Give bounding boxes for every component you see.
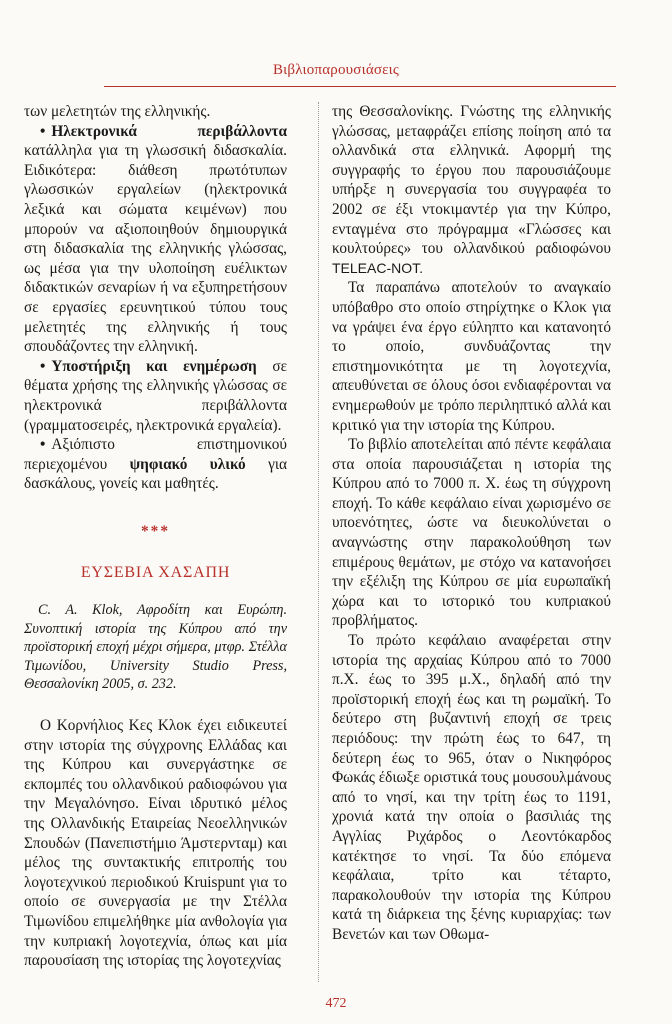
header-rule [104,86,616,87]
bold-term: Υποστήριξη και ενημέρωση [51,357,257,375]
page-number: 472 [325,996,347,1011]
bullet-item [24,435,287,494]
bullet-icon: • [40,122,46,140]
bullet-item [24,357,287,435]
book-citation: C. A. Klok, Αφροδίτη και Ευρώπη. Συνοπτική ιστορία της Κύπρου από την προϊστορική εποχή μέχρι σήμερα, μτφρ. Στέλλα Τιμωνίδου, University Studio Press, Θεσσαλονίκη 2005, σ. 232. [24,602,287,693]
bullet-text: κατάλληλα για τη γλωσσική διδασκαλία. Ειδικότερα: διάθεση πρωτότυπων γλωσσικών εργαλείων (ηλεκτρονικά λεξικά και σώματα κειμένων) που μπορούν να αξιοποιηθούν δημιουργικά στη διδασκαλία της ελληνικής γλώσσας, ως μέσα για την υλοποίηση ευέλικτων διδακτικών σεναρίων ή να εξυπηρετήσουν σε εργασίες ερευνητικού τύπου τους μελετητές της ελληνικής ή τους σπουδάζοντες την ελληνική. [24,142,287,356]
paragraph: Τα παραπάνω αποτελούν το αναγκαίο υπόβαθρο στο οποίο στηρίχτηκε ο Κλοκ για να γράψει ένα έργο εύληπτο και κατανοητό το οποίο, συνδυάζοντας την επιστημονικότητα με τη λογοτεχνία, απευθύνεται σε όλους όσοι ενδιαφέρονται να ενημερωθούν με τρόπο περιληπτικό αλλά και κριτικό για την ιστορία της Κύπρου. [332,279,611,434]
bullet-text: σε θέματα χρήσης της ελληνικής γλώσσας σε ηλεκτρονικά περιβάλλοντα (γραμματοσειρές, ηλεκτρονικά εργαλεία). [24,357,287,434]
running-header: Βιβλιοπαρουσιάσεις [272,62,400,78]
bullet-icon: • [40,357,46,375]
paragraph: Το βιβλίο αποτελείται από πέντε κεφάλαια στα οποία παρουσιάζεται η ιστορία της Κύπρου από το 7000 π. Χ. έως τη σύγχρονη εποχή. Το κάθε κεφάλαιο είναι χωρισμένο σε υποενότητες, ώστε να διευκολύνεται ο αναγνώστης στην παρακολούθηση των επιμέρους θεμάτων, με στόχο να κατανοήσει την εξέλιξη της Κύπρου σε μία ευρωπαϊκή χώρα και το ιστορικό του κυπριακού προβλήματος. [332,436,611,630]
bold-term: ψηφιακό υλικό [129,455,246,473]
column-divider [318,102,319,982]
paragraph: Το πρώτο κεφάλαιο αναφέρεται στην ιστορία της αρχαίας Κύπρου από το 7000 π.Χ. έως το 395 μ.Χ., δηλαδή από την προϊστορική εποχή έως και τη ρωμαϊκή. Το δεύτερο στη βυζαντινή εποχή σε τρεις περιόδους: την πρώτη έως το 647, τη δεύτερη έως το 965, όταν ο Νικηφόρος Φωκάς έδιωξε οριστικά τους μουσουλμάνους από το νησί, και την τρίτη έως το 1191, χρονιά κατά την οποία ο βασιλιάς της Αγγλίας Ριχάρδος ο Λεοντόκαρδος κατέκτησε το νησί. Τα δύο επόμενα κεφάλαια, τρίτο και τέταρτο, παρακολουθούν την ιστορία της Κύπρου κατά τη διάρκεια της ξένης κυριαρχίας: των Βενετών και των Οθωμα- [332,632,611,943]
program-name: TELEAC-NOT. [332,259,424,276]
paragraph: των μελετητών της ελληνικής. [24,103,211,120]
left-column [24,102,287,971]
paragraph-text: της Θεσσαλονίκης. Γνώστης της ελληνικής γλώσσας, μεταφράζει επίσης ποίηση από τα ολλανδικά στα ελληνικά. Αφορμή της συγγραφής το έργου που παρουσιάζουμε υπήρξε η συνεργασία του συγγραφέα το 2002 σε έξι ντοκιμαντέρ για την Κύπρο, ενταγμένα στο πρόγραμμα «Γλώσσες και κουλτούρες» του ολλανδικού ραδιοφώνου [332,103,611,258]
bullet-text: Αξιόπιστο επιστημονικού περιεχομένου [24,436,287,473]
right-column [332,102,611,945]
bold-term: Ηλεκτρονικά περιβάλλοντα [51,122,287,140]
bullet-item [24,122,287,357]
paragraph [332,102,611,278]
bullet-icon: • [40,436,46,454]
review-author: ΕΥΣΕΒΙΑ ΧΑΣΑΠΗ [80,564,231,582]
section-separator: *** [141,522,170,540]
paragraph: Ο Κορνήλιος Κες Κλοκ έχει ειδικευτεί στην ιστορία της σύγχρονης Ελλάδας και της Κύπρου και συνεργάστηκε σε εκπομπές του ολλανδικού ραδιοφώνου για την Μεγαλόνησο. Είναι ιδρυτικό μέλος της Ολλανδικής Εταιρείας Νεοελληνικών Σπουδών (Πανεπιστήμιο Άμστερνταμ) και μέλος της συντακτικής επιτροπής του λογοτεχνικού περιοδικού Kruispunt για το οποίο σε συνεργασία με την Στέλλα Τιμωνίδου επιμελήθηκε μία ανθολογία για την κυπριακή λογοτεχνία, όπως και μία παρουσίαση της ιστορίας της λογοτεχνίας [24,717,287,970]
bullet-text: για δασκάλους, γονείς και μαθητές. [24,455,287,493]
